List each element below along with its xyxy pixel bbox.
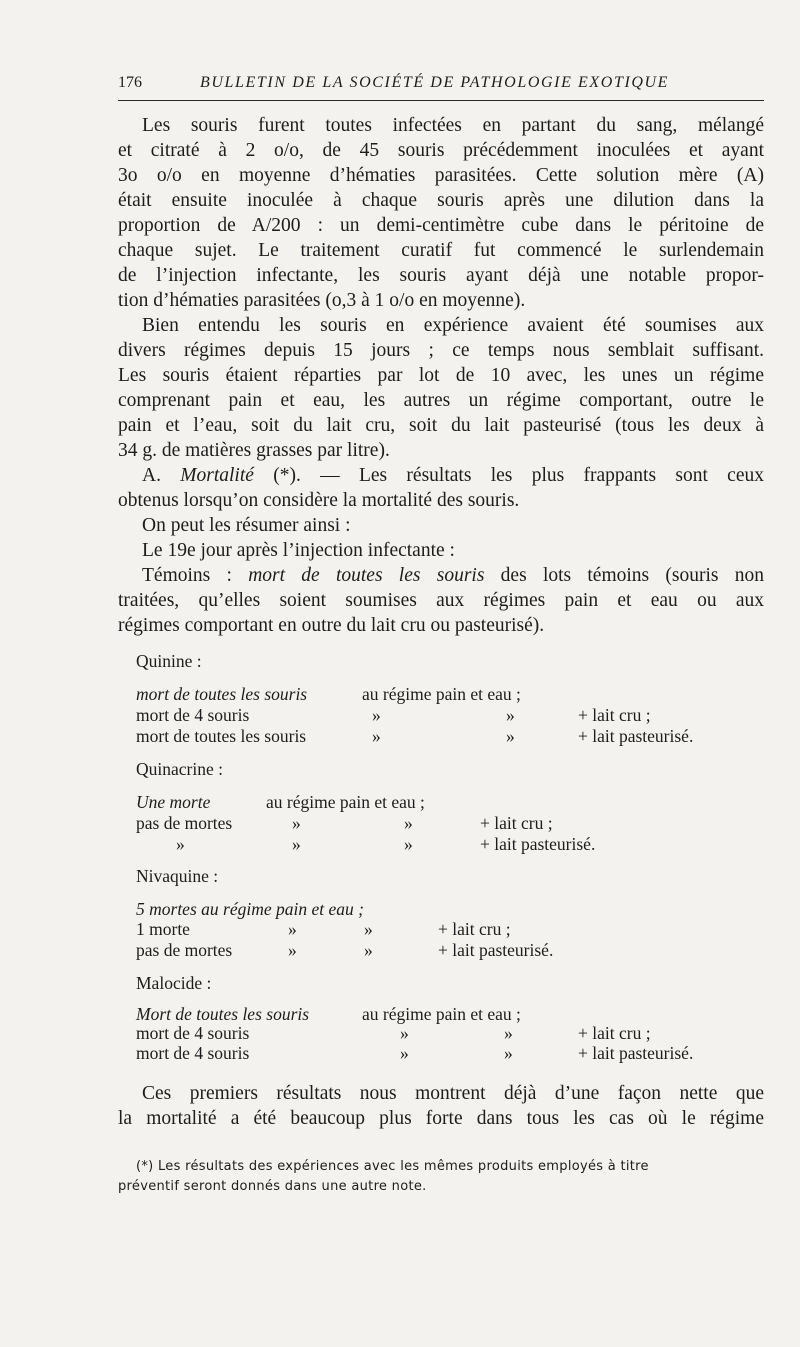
para2-line: pain et l’eau, soit du lait cru, soit du lait pasteurisé (tous les deux à (118, 415, 764, 436)
para2-line: Bien entendu les souris en expérience avaient été soumises aux (142, 315, 764, 336)
controls-line (118, 564, 764, 588)
journal-title: BULLETIN DE LA SOCIÉTÉ DE PATHOLOGIE EXOTIQUE (200, 74, 670, 91)
drug-label-nivaquine: Nivaquine : (136, 866, 219, 886)
para2-line: 34 g. de matières grasses par litre). (118, 440, 390, 461)
ditto-mark: » (372, 705, 381, 725)
mortality-heading-line (118, 464, 764, 488)
nivaquine-row3-result: pas de mortes (136, 940, 233, 960)
footnote-line: préventif seront donnés dans une autre note. (118, 1179, 427, 1194)
nivaquine-row3-regime: + lait pasteurisé. (438, 940, 554, 960)
ditto-mark: » (372, 726, 381, 746)
para1-line: 3o o/o en moyenne d’hématies parasitées. Cette solution mère (A) (118, 165, 764, 186)
quinacrine-row3-regime: + lait pasteurisé. (480, 834, 596, 854)
running-header (118, 70, 764, 101)
quinine-row3-result: mort de toutes les souris (136, 726, 307, 746)
quinine-row3-regime: + lait pasteurisé. (578, 726, 694, 746)
quinacrine-row2-result: pas de mortes (136, 813, 233, 833)
para1-line: proportion de A/200 : un demi-centimètre cube dans le péritoine de (118, 215, 764, 236)
quinine-row2-regime: + lait cru ; (578, 705, 651, 725)
para3-line: obtenus lorsqu’on considère la mortalité des souris. (118, 490, 520, 511)
ditto-mark: » (404, 834, 413, 854)
section-letter: A. (142, 465, 181, 486)
section-title: Mortalité (180, 465, 254, 486)
para1-line: de l’injection infectante, les souris ayant déjà une notable propor- (118, 265, 764, 286)
drug-label-malocide: Malocide : (136, 973, 212, 993)
controls-line: régimes comportant en outre du lait cru ou pasteurisé). (118, 615, 545, 636)
controls-result: mort de toutes les souris (248, 565, 485, 586)
ditto-mark: » (504, 1043, 513, 1063)
quinine-row1-regime: au régime pain et eau ; (362, 684, 521, 704)
para2-line: comprenant pain et eau, les autres un régime comportant, outre le (118, 390, 764, 411)
malocide-row2-result: mort de 4 souris (136, 1023, 250, 1043)
controls-line: traitées, qu’elles soient soumises aux régimes pain et eau ou aux (118, 590, 764, 611)
para2-line: divers régimes depuis 15 jours ; ce temps nous semblait suffisant. (118, 340, 764, 361)
page-number: 176 (118, 74, 142, 91)
summary-intro: On peut les résumer ainsi : (142, 515, 351, 536)
drug-label-quinacrine: Quinacrine : (136, 759, 223, 779)
ditto-mark: » (506, 705, 515, 725)
nivaquine-row1-result: 5 mortes au régime pain et eau ; (136, 899, 364, 919)
nivaquine-row2-regime: + lait cru ; (438, 919, 511, 939)
conclusion-line: Ces premiers résultats nous montrent déjà d’une façon nette que (142, 1083, 764, 1104)
ditto-mark: » (288, 919, 297, 939)
malocide-row1-result: Mort de toutes les souris (136, 1004, 310, 1024)
drug-label-quinine: Quinine : (136, 651, 202, 671)
malocide-row1-regime: au régime pain et eau ; (362, 1004, 521, 1024)
day-line: Le 19e jour après l’injection infectante : (142, 540, 455, 561)
controls-label: Témoins : (142, 565, 249, 586)
quinacrine-row1-result: Une morte (136, 792, 211, 812)
quinine-row2-result: mort de 4 souris (136, 705, 250, 725)
para1-line: et citraté à 2 o/o, de 45 souris précédemment inoculées et ayant (118, 140, 764, 161)
malocide-row2-regime: + lait cru ; (578, 1023, 651, 1043)
para1-line: Les souris furent toutes infectées en partant du sang, mélangé (142, 115, 764, 136)
ditto-mark: » (400, 1043, 409, 1063)
quinine-row1-result: mort de toutes les souris (136, 684, 308, 704)
ditto-mark: » (288, 940, 297, 960)
footnote-line: (*) Les résultats des expériences avec les mêmes produits employés à titre (136, 1159, 649, 1174)
conclusion-line: la mortalité a été beaucoup plus forte dans tous les cas où le régime (118, 1108, 764, 1129)
ditto-mark: » (292, 834, 301, 854)
ditto-mark: » (504, 1023, 513, 1043)
quinacrine-row3-result: » (176, 834, 185, 854)
para2-line: Les souris étaient réparties par lot de 10 avec, les unes un régime (118, 365, 764, 386)
ditto-mark: » (292, 813, 301, 833)
ditto-mark: » (364, 919, 373, 939)
ditto-mark: » (404, 813, 413, 833)
section-text: (*). — Les résultats les plus frappants sont ceux (253, 465, 764, 486)
ditto-mark: » (364, 940, 373, 960)
nivaquine-row2-result: 1 morte (136, 919, 190, 939)
para1-line: tion d’hématies parasitées (o,3 à 1 o/o en moyenne). (118, 290, 526, 311)
ditto-mark: » (400, 1023, 409, 1043)
malocide-row3-regime: + lait pasteurisé. (578, 1043, 694, 1063)
para1-line: était ensuite inoculée à chaque souris après une dilution dans la (118, 190, 764, 211)
malocide-row3-result: mort de 4 souris (136, 1043, 250, 1063)
ditto-mark: » (506, 726, 515, 746)
controls-text: des lots témoins (souris non (484, 565, 764, 586)
quinacrine-row2-regime: + lait cru ; (480, 813, 553, 833)
para1-line: chaque sujet. Le traitement curatif fut commencé le surlendemain (118, 240, 764, 261)
quinacrine-row1-regime: au régime pain et eau ; (266, 792, 425, 812)
